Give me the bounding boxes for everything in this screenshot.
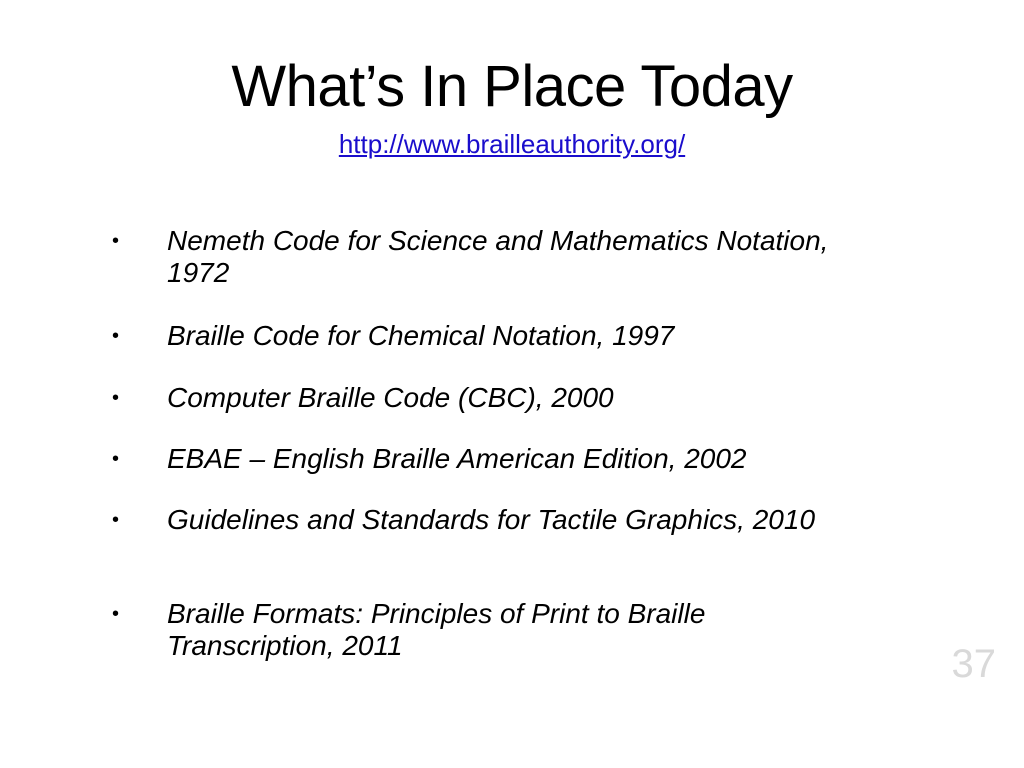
bullet-text: Braille Code for Chemical Notation, 1997	[167, 320, 675, 351]
bullet-text: EBAE – English Braille American Edition, 2002	[167, 443, 747, 474]
bullet-icon: •	[112, 509, 120, 531]
subtitle-link-container	[0, 127, 1024, 161]
bullet-icon: •	[112, 387, 120, 409]
bullet-text: Nemeth Code for Science and Mathematics Notation, 1972	[167, 225, 829, 288]
bullet-icon: •	[112, 603, 120, 625]
braille-authority-link[interactable]: http://www.brailleauthority.org/	[338, 129, 686, 159]
bullet-text: Computer Braille Code (CBC), 2000	[167, 382, 614, 413]
slide-title: What’s In Place Today	[231, 54, 793, 119]
bullet-icon: •	[112, 325, 120, 347]
slide-number: 37	[951, 642, 996, 686]
bullet-text: Guidelines and Standards for Tactile Graphics, 2010	[167, 504, 816, 535]
bullet-text: Braille Formats: Principles of Print to Braille Transcription, 2011	[167, 598, 706, 661]
bullet-icon: •	[112, 448, 120, 470]
bullet-icon: •	[112, 230, 120, 252]
